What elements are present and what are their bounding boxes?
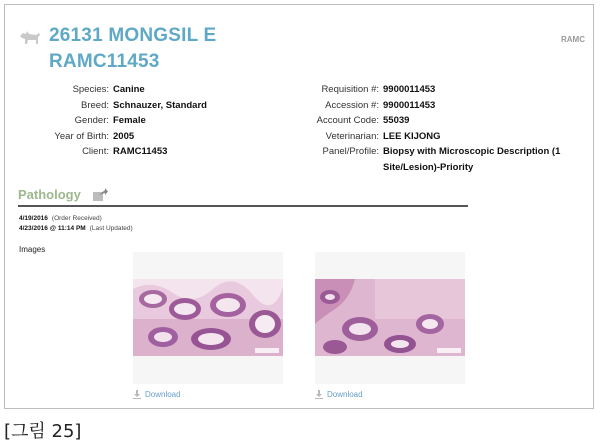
info-row-birth-year [5,129,207,145]
info-label: Account Code: [316,115,379,126]
image-thumbnail[interactable] [133,252,283,384]
patient-info-left [5,82,207,160]
section-divider [18,205,468,207]
received-note: (Order Received) [51,215,102,222]
histology-image [133,279,283,356]
download-label: Download [145,390,181,399]
info-value: 9900011453 [383,99,436,111]
info-value: 55039 [383,115,410,126]
info-value: 9900011453 [383,84,436,95]
info-label: Accession #: [325,99,379,111]
export-icon[interactable] [92,188,108,202]
info-label: Year of Birth: [54,130,109,142]
clinic-code: RAMC [561,35,585,44]
info-label: Breed: [81,99,109,111]
updated-row [19,224,133,234]
info-row-requisition [275,82,583,98]
info-value: 2005 [113,130,135,142]
download-icon [315,390,323,399]
figure-caption: [그림 25] [4,421,82,442]
info-value: Canine [113,84,145,95]
info-row-account-code [275,113,583,129]
image-thumbnail[interactable] [315,252,465,384]
pathology-heading: Pathology [18,187,81,202]
info-row-species [5,82,207,98]
info-label: Panel/Profile: [322,146,379,157]
info-value: Schnauzer, Standard [113,99,207,111]
info-row-client [5,144,207,160]
histology-image [315,279,465,356]
download-link[interactable] [133,390,181,399]
images-label: Images [19,245,46,254]
info-label: Veterinarian: [325,130,379,142]
updated-note: (Last Updated) [89,224,133,232]
info-row-breed [5,98,207,114]
download-label: Download [327,390,363,399]
pathology-dates [19,214,133,233]
received-row [19,214,133,224]
info-label: Species: [72,84,109,95]
dog-icon [18,27,42,49]
info-label: Gender: [74,115,109,126]
info-row-accession [275,98,583,114]
info-value: LEE KIJONG [383,130,441,142]
info-value: RAMC11453 [113,146,168,157]
info-row-panel [275,144,583,175]
received-date: 4/19/2016 [19,215,48,222]
info-value: Female [113,115,146,126]
info-value: Biopsy with Microscopic Description (1 Site/Lesion)-Priority [383,146,561,173]
info-label: Requisition #: [321,84,379,95]
patient-title: 26131 MONGSIL E [49,25,217,46]
info-row-veterinarian [275,129,583,145]
info-label: Client: [82,146,109,157]
report-panel [4,4,594,409]
updated-date: 4/23/2016 @ 11:14 PM [19,224,86,232]
info-row-gender [5,113,207,129]
download-link[interactable] [315,390,363,399]
patient-info-right [275,82,583,175]
patient-id: RAMC11453 [49,51,160,72]
download-icon [133,390,141,399]
